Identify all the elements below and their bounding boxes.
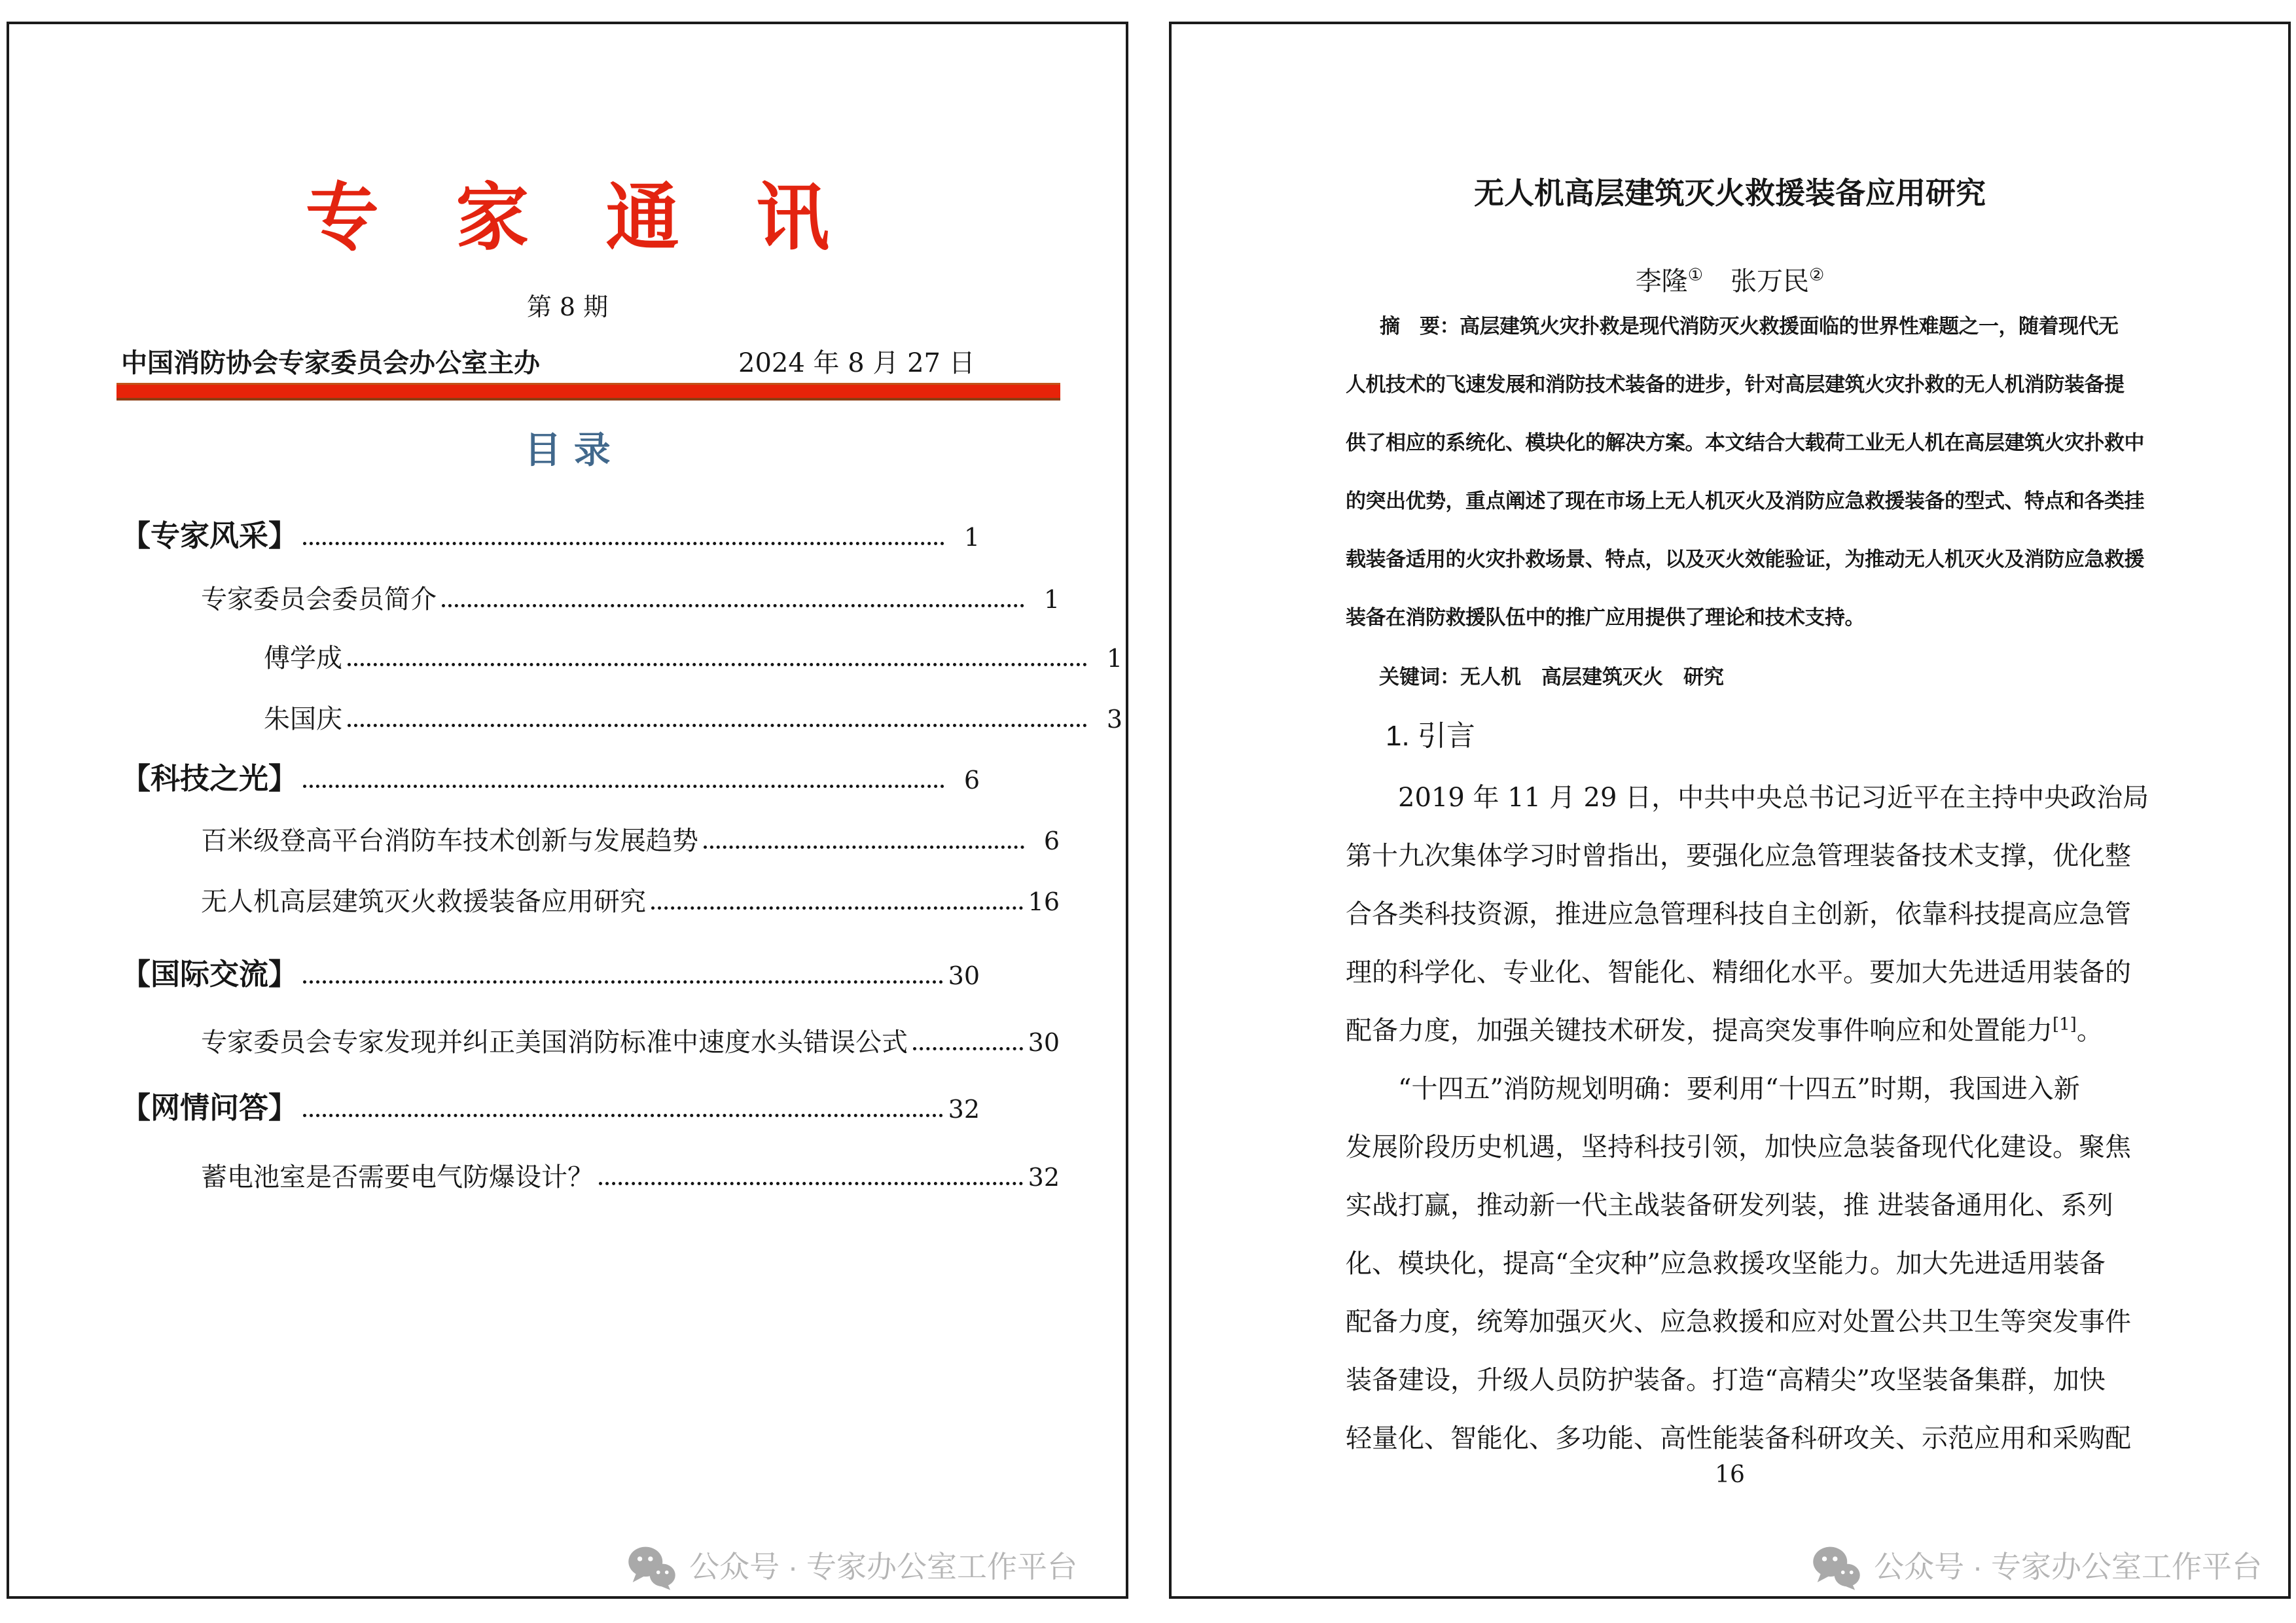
author [1731, 266, 1824, 296]
body-line: 配备力度，加强关键技术研发，提高突发事件响应和处置能力[1]。 [1346, 1014, 2103, 1046]
abstract-line: 供了相应的系统化、模块化的解决方案。本文结合大载荷工业无人机在高层建筑火灾扑救中 [1346, 431, 2144, 455]
body-line: 发展阶段历史机遇，坚持科技引领，加快应急装备现代化建设。聚焦 [1346, 1132, 2131, 1162]
toc-entry-label: 蓄电池室是否需要电气防爆设计？ [201, 1162, 594, 1192]
toc-dot-leader [348, 724, 1087, 727]
body-line: 实战打赢，推动新一代主战装备研发列装，推 进装备通用化、系列 [1346, 1190, 2113, 1221]
body-line: 第十九次集体学习时曾指出，要强化应急管理装备技术支撑，优化整 [1346, 841, 2131, 871]
body-line: “十四五”消防规划明确：要利用“十四五”时期，我国进入新 [1398, 1074, 2080, 1104]
author-footnote-mark: ② [1809, 266, 1825, 285]
toc-entry-label: 【网情问答】 [121, 1090, 298, 1124]
toc-entry-page: 1 [1106, 644, 1122, 673]
toc-entry-label: 专家委员会专家发现并纠正美国消防标准中速度水头错误公式 [201, 1027, 908, 1058]
toc-entry-page: 30 [1028, 1028, 1060, 1058]
author-line [1172, 266, 2288, 297]
wechat-footer [1811, 1544, 2262, 1590]
abstract-line: 载装备适用的火灾扑救场景、特点，以及灭火效能验证，为推动无人机灭火及消防应急救援 [1346, 548, 2144, 571]
toc-entry-section [121, 510, 980, 551]
toc-entry-label: 【国际交流】 [121, 957, 298, 991]
section-heading: 1. 引言 [1386, 720, 1475, 752]
toc-entry-label: 朱国庆 [264, 704, 342, 734]
toc-dot-leader [303, 980, 943, 984]
toc-entry [121, 632, 1122, 672]
publish-date: 2024 年 8 月 27 日 [738, 348, 975, 378]
toc-entry-page: 6 [1043, 827, 1060, 856]
toc-entry-page: 1 [963, 523, 980, 552]
abstract-paragraph [1346, 298, 2144, 647]
keywords-line [1379, 664, 1724, 690]
footer-label: 公众号 · 专家办公室工作平台 [1874, 1550, 2262, 1584]
cover-page [7, 22, 1128, 1599]
toc-dot-leader [348, 663, 1087, 666]
abstract-label: 摘 要： [1380, 315, 1460, 338]
page-number: 16 [1715, 1461, 1745, 1488]
toc-dot-leader [303, 542, 944, 545]
toc-entry-page: 16 [1028, 887, 1060, 917]
toc-entry [121, 814, 1060, 855]
body-line: 配备力度，统筹加强灭火、应急救援和应对处置公共卫生等突发事件 [1346, 1307, 2131, 1337]
toc-entry-label: 傅学成 [264, 643, 342, 673]
toc-entry [121, 875, 1060, 916]
abstract-line: 摘 要：高层建筑火灾扑救是现代消防灭火救援面临的世界性难题之一，随着现代无 [1380, 315, 2119, 338]
article-title: 无人机高层建筑灭火救援装备应用研究 [1474, 176, 1986, 210]
body-line: 2019 年 11 月 29 日，中共中央总书记习近平在主持中央政治局 [1398, 783, 2149, 813]
article-body [1346, 769, 2149, 1468]
toc-dot-leader [651, 906, 1023, 910]
abstract-line: 装备在消防救援队伍中的推广应用提供了理论和技术支持。 [1346, 606, 1865, 630]
author-name: 张万民 [1731, 266, 1809, 297]
masthead-title: 专 家 通 讯 [305, 175, 855, 260]
toc-dot-leader [303, 1114, 943, 1117]
toc-dot-leader [913, 1047, 1023, 1050]
abstract-line: 人机技术的飞速发展和消防技术装备的进步，针对高层建筑火灾扑救的无人机消防装备提 [1346, 373, 2125, 397]
toc-entry-section [121, 753, 980, 794]
toc-entry-page: 30 [948, 961, 980, 991]
publisher-name: 中国消防协会专家委员会办公室主办 [121, 349, 540, 378]
wechat-icon [626, 1544, 677, 1590]
toc-entry-label: 【科技之光】 [121, 761, 298, 795]
body-line: 化、模块化，提高“全灾种”应急救援攻坚能力。加大先进适用装备 [1346, 1249, 2106, 1279]
toc-entry [121, 692, 1122, 733]
article-page [1169, 22, 2291, 1599]
body-line: 合各类科技资源，推进应急管理科技自主创新，依靠科技提高应急管 [1346, 899, 2131, 929]
toc-dot-leader [303, 785, 944, 788]
toc-dot-leader [442, 604, 1024, 607]
toc-entry-section [121, 949, 980, 990]
keywords-value: 无人机 高层建筑灭火 研究 [1460, 666, 1724, 689]
toc-entry-page: 6 [963, 766, 980, 795]
footer-label: 公众号 · 专家办公室工作平台 [689, 1550, 1077, 1584]
toc-dot-leader [599, 1182, 1023, 1185]
toc-entry-label: 百米级登高平台消防车技术创新与发展趋势 [201, 826, 698, 856]
toc-entry-page: 32 [1028, 1163, 1060, 1192]
toc-entry-label: 无人机高层建筑灭火救援装备应用研究 [201, 887, 646, 917]
wechat-icon [1811, 1544, 1862, 1590]
toc-entry-page: 3 [1106, 705, 1122, 734]
red-divider-rule [117, 383, 1060, 401]
author [1636, 266, 1703, 296]
toc-entry [121, 1016, 1060, 1056]
publication-info-row [9, 348, 1126, 380]
toc-entry-section [121, 1082, 980, 1123]
body-line: 轻量化、智能化、多功能、高性能装备科研攻关、示范应用和采购配 [1346, 1423, 2131, 1454]
toc-entry-label: 【专家风采】 [121, 518, 298, 552]
toc-heading: 目 录 [524, 429, 611, 472]
author-name: 李隆 [1635, 266, 1688, 297]
toc-entry-page: 1 [1043, 585, 1060, 615]
toc-entry [121, 573, 1060, 613]
author-footnote-mark: ① [1687, 266, 1703, 285]
citation-mark: [1] [2053, 1014, 2077, 1035]
wechat-footer [626, 1544, 1077, 1590]
toc-entry-page: 32 [948, 1095, 980, 1124]
issue-number: 第 8 期 [526, 293, 609, 321]
toc-entry-label: 专家委员会委员简介 [201, 584, 437, 615]
body-line: 理的科学化、专业化、智能化、精细化水平。要加大先进适用装备的 [1346, 957, 2131, 988]
body-line: 装备建设，升级人员防护装备。打造“高精尖”攻坚装备集群，加快 [1346, 1365, 2106, 1395]
keywords-label: 关键词： [1379, 666, 1460, 689]
toc-entry [121, 1150, 1060, 1191]
toc-dot-leader [704, 846, 1024, 849]
abstract-line: 的突出优势，重点阐述了现在市场上无人机灭火及消防应急救援装备的型式、特点和各类挂 [1346, 490, 2144, 513]
